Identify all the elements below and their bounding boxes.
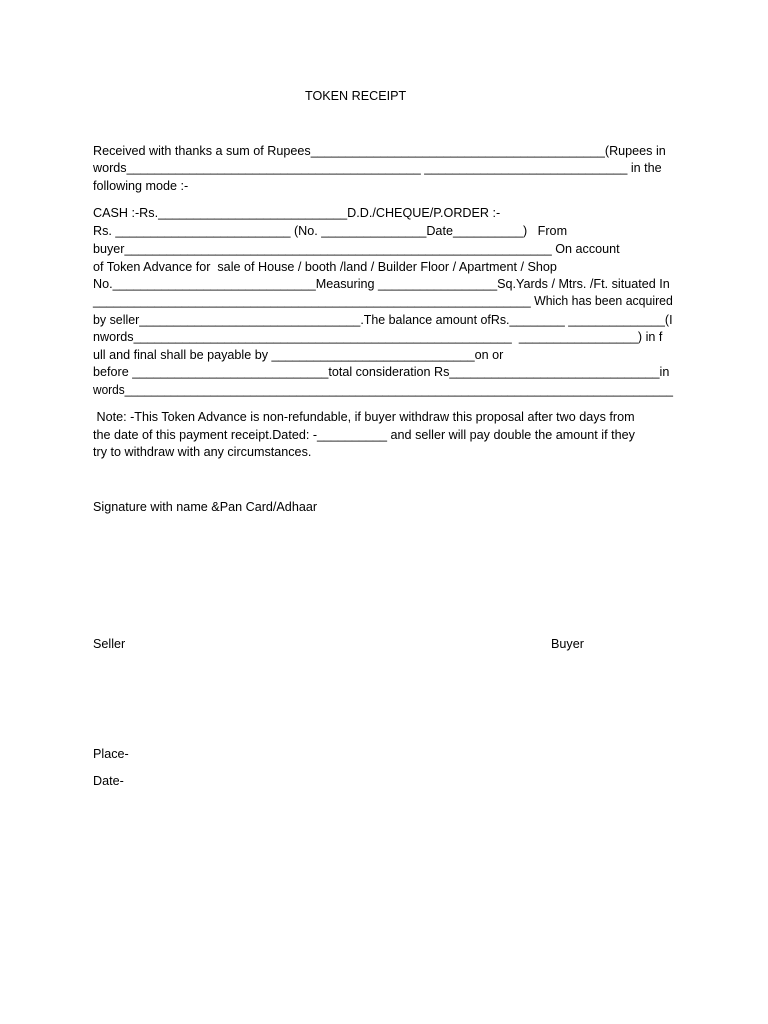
date-label: Date- xyxy=(93,774,124,788)
body-line-9: ________________________________________________________________ Which has been acquired xyxy=(93,294,673,308)
body-line-1: Received with thanks a sum of Rupees__________________________________________(Rupees in xyxy=(93,144,666,158)
place-label: Place- xyxy=(93,747,129,761)
body-line-13: before ____________________________total consideration Rs______________________________in xyxy=(93,365,670,379)
body-line-14: words___________________________________________________________________________________ xyxy=(93,383,673,397)
body-line-8: No._____________________________Measuring _________________Sq.Yards / Mtrs. /Ft. situated In xyxy=(93,277,670,291)
body-line-5: Rs. _________________________ (No. _______________Date__________) From xyxy=(93,224,568,238)
seller-label: Seller xyxy=(93,637,126,651)
body-line-11: nwords______________________________________________________ _________________) in f xyxy=(93,330,663,344)
body-line-4: CASH :-Rs.___________________________D.D./CHEQUE/P.ORDER :- xyxy=(93,206,501,220)
buyer-label: Buyer xyxy=(551,637,584,651)
body-line-10: by seller________________________________.The balance amount ofRs.________ ______________(I xyxy=(93,313,673,327)
document-title: TOKEN RECEIPT xyxy=(305,89,407,103)
note-line-1: Note: -This Token Advance is non-refundable, if buyer withdraw this proposal after two days from xyxy=(93,410,635,424)
body-line-12: ull and final shall be payable by _____________________________on or xyxy=(93,348,504,362)
body-line-3: following mode :- xyxy=(93,179,189,193)
note-line-3: try to withdraw with any circumstances. xyxy=(93,445,312,459)
body-line-6: buyer_____________________________________________________________ On account xyxy=(93,242,620,256)
note-line-2: the date of this payment receipt.Dated: -__________ and seller will pay double the amount if they xyxy=(93,428,635,442)
signature-label: Signature with name &Pan Card/Adhaar xyxy=(93,500,318,514)
body-line-7: of Token Advance for sale of House / booth /land / Builder Floor / Apartment / Shop xyxy=(93,260,557,274)
body-line-2: words__________________________________________ _____________________________ in the xyxy=(93,161,662,175)
